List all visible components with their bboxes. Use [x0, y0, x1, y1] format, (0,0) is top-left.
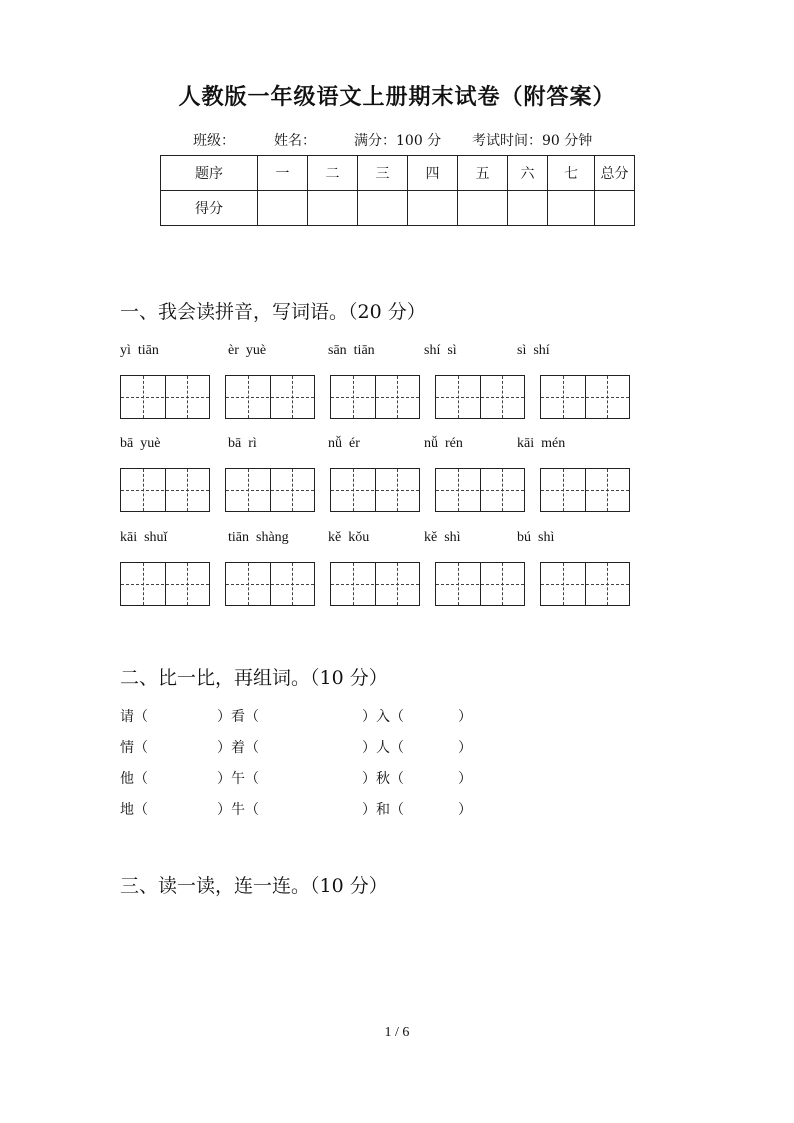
- writing-grid-box[interactable]: [540, 562, 630, 606]
- score-cell-blank[interactable]: [508, 191, 548, 226]
- grid-dashed-line: [436, 584, 524, 585]
- pinyin-label: bā rì: [228, 436, 257, 451]
- name-label: 姓名：: [274, 133, 316, 149]
- writing-grid-box[interactable]: [330, 468, 420, 512]
- answer-blank[interactable]: [390, 799, 458, 817]
- answer-blank[interactable]: [390, 768, 458, 786]
- writing-grid-box[interactable]: [330, 562, 420, 606]
- score-cell-blank[interactable]: [595, 191, 635, 226]
- grid-dashed-line: [226, 584, 314, 585]
- writing-grid-box[interactable]: [435, 468, 525, 512]
- writing-grid-box[interactable]: [120, 468, 210, 512]
- pinyin-label: kāi shuǐ: [120, 530, 168, 545]
- pinyin-label: bú shì: [517, 530, 555, 545]
- compare-word-item: 情（: [120, 740, 148, 756]
- score-cell-header: 四: [408, 156, 458, 191]
- answer-blank[interactable]: [145, 768, 213, 786]
- score-cell-blank[interactable]: [408, 191, 458, 226]
- answer-blank[interactable]: [266, 768, 334, 786]
- compare-word-item: ）: [458, 740, 472, 756]
- score-cell-header: 六: [508, 156, 548, 191]
- score-cell-blank[interactable]: [358, 191, 408, 226]
- score-cell-header: 题序: [161, 156, 258, 191]
- grid-dashed-line: [121, 584, 209, 585]
- grid-dashed-line: [436, 397, 524, 398]
- pinyin-label: kě shì: [424, 530, 461, 545]
- score-row-label: 得分: [161, 191, 258, 226]
- grid-dashed-line: [436, 490, 524, 491]
- grid-dashed-line: [541, 397, 629, 398]
- compare-word-item: 请（: [120, 709, 148, 725]
- answer-blank[interactable]: [145, 706, 213, 724]
- score-cell-header: 三: [358, 156, 408, 191]
- compare-word-item: ）: [458, 709, 472, 725]
- score-table-header-row: [161, 156, 635, 191]
- writing-grid-box[interactable]: [225, 468, 315, 512]
- pinyin-label: shí sì: [424, 343, 457, 358]
- grid-dashed-line: [331, 584, 419, 585]
- score-cell-header: 二: [308, 156, 358, 191]
- page-title: 人教版一年级语文上册期末试卷（附答案）: [178, 84, 616, 110]
- score-cell-header: 七: [548, 156, 595, 191]
- pinyin-label: sì shí: [517, 343, 550, 358]
- answer-blank[interactable]: [390, 737, 458, 755]
- score-cell-blank[interactable]: [258, 191, 308, 226]
- writing-grid-box[interactable]: [540, 375, 630, 419]
- pinyin-label: èr yuè: [228, 343, 267, 358]
- writing-grid-box[interactable]: [435, 375, 525, 419]
- grid-dashed-line: [121, 490, 209, 491]
- score-cell-header: 总分: [595, 156, 635, 191]
- compare-word-item: 他（: [120, 771, 148, 787]
- pinyin-label: nǚ rén: [424, 436, 463, 451]
- writing-grid-box[interactable]: [435, 562, 525, 606]
- compare-word-item: ）看（: [217, 709, 259, 725]
- score-cell-header: 五: [458, 156, 508, 191]
- pinyin-label: nǚ ér: [328, 436, 360, 451]
- writing-grid-box[interactable]: [330, 375, 420, 419]
- page-number: 1 / 6: [384, 1025, 410, 1040]
- score-table: [160, 155, 635, 226]
- pinyin-label: bā yuè: [120, 436, 161, 451]
- grid-dashed-line: [541, 490, 629, 491]
- compare-word-item: ）入（: [362, 709, 404, 725]
- writing-grid-box[interactable]: [120, 375, 210, 419]
- full-score: 满分：100 分: [354, 133, 442, 149]
- writing-grid-box[interactable]: [225, 375, 315, 419]
- score-cell-blank[interactable]: [308, 191, 358, 226]
- grid-dashed-line: [121, 397, 209, 398]
- pinyin-label: yì tiān: [120, 343, 159, 358]
- class-label: 班级：: [193, 133, 235, 149]
- compare-word-item: ）: [458, 802, 472, 818]
- grid-dashed-line: [541, 584, 629, 585]
- section2-title: 二、比一比，再组词。（10 分）: [120, 667, 388, 689]
- writing-grid-box[interactable]: [225, 562, 315, 606]
- compare-word-item: ）人（: [362, 740, 404, 756]
- answer-blank[interactable]: [390, 706, 458, 724]
- section1-title: 一、我会读拼音，写词语。（20 分）: [120, 301, 426, 323]
- answer-blank[interactable]: [145, 799, 213, 817]
- compare-word-item: ）着（: [217, 740, 259, 756]
- compare-word-item: ）和（: [362, 802, 404, 818]
- grid-dashed-line: [226, 397, 314, 398]
- score-table-score-row: [161, 191, 635, 226]
- writing-grid-box[interactable]: [540, 468, 630, 512]
- compare-word-item: ）秋（: [362, 771, 404, 787]
- answer-blank[interactable]: [145, 737, 213, 755]
- pinyin-label: sān tiān: [328, 343, 375, 358]
- compare-word-item: ）午（: [217, 771, 259, 787]
- score-cell-blank[interactable]: [548, 191, 595, 226]
- answer-blank[interactable]: [266, 706, 334, 724]
- section3-title: 三、读一读，连一连。（10 分）: [120, 875, 388, 897]
- grid-dashed-line: [226, 490, 314, 491]
- pinyin-label: kāi mén: [517, 436, 566, 451]
- pinyin-label: tiān shàng: [228, 530, 289, 545]
- compare-word-item: ）: [458, 771, 472, 787]
- grid-dashed-line: [331, 397, 419, 398]
- compare-word-item: 地（: [120, 802, 148, 818]
- exam-time: 考试时间：90 分钟: [472, 133, 593, 149]
- score-cell-blank[interactable]: [458, 191, 508, 226]
- score-cell-header: 一: [258, 156, 308, 191]
- grid-dashed-line: [331, 490, 419, 491]
- pinyin-label: kě kǒu: [328, 530, 370, 545]
- answer-blank[interactable]: [266, 799, 334, 817]
- compare-word-item: ）牛（: [217, 802, 259, 818]
- answer-blank[interactable]: [266, 737, 334, 755]
- writing-grid-box[interactable]: [120, 562, 210, 606]
